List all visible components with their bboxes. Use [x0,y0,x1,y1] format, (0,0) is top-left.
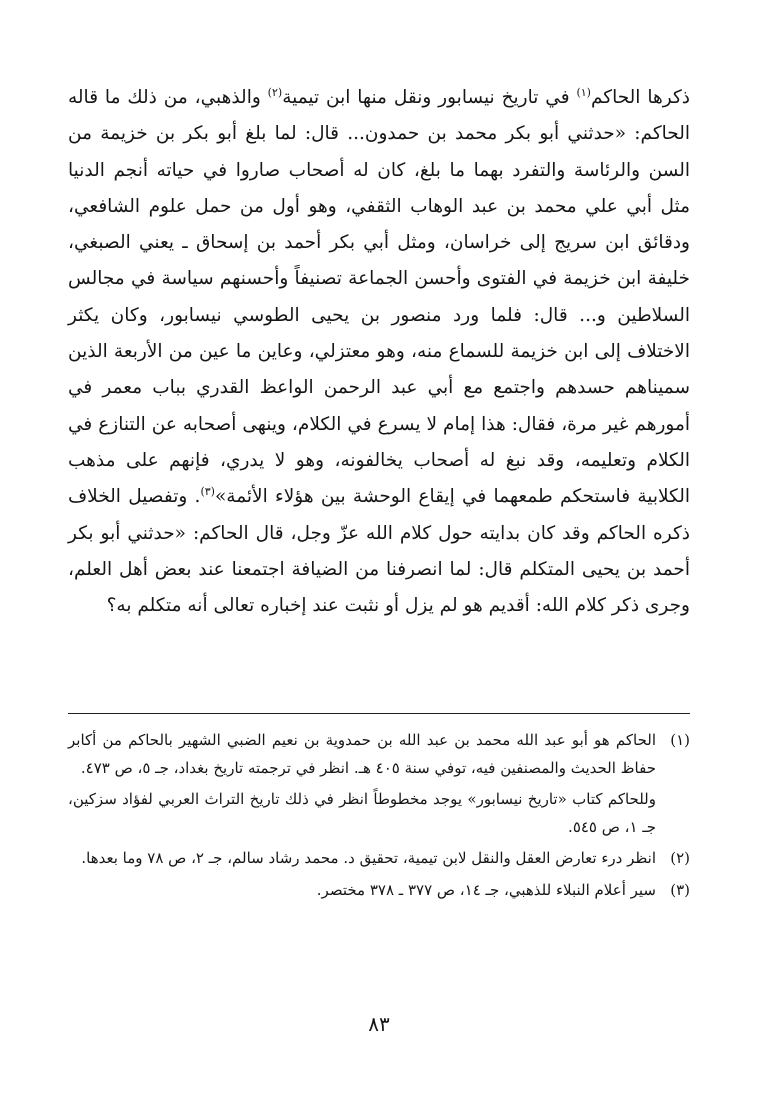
footnote-1 [68,727,690,782]
footnotes-section [68,727,690,908]
footnote-text: وللحاكم كتاب «تاريخ نيسابور» يوجد مخطوطاً انظر في ذلك تاريخ التراث العربي لفؤاد سزكين، جـ ١، ص ٥٤٥. [68,790,656,836]
footnote-number: (١) [670,731,690,749]
footnote-number: (٣) [670,880,690,899]
footnote-text: الحاكم هو أبو عبد الله محمد بن عبد الله بن حمدوية بن نعيم الضبي الشهير بالحاكم من أكابر حفاظ الحديث والمصنفين فيه، توفي سنة ٤٠٥ هـ. انظر في ترجمته تاريخ بغداد، جـ ٥، ص ٤٧٣. [68,731,656,777]
page-number: ٨٣ [368,1012,390,1036]
footnote-1-continuation [68,786,690,841]
body-paragraph [68,80,690,624]
footnote-text: انظر درء تعارض العقل والنقل لابن تيمية، تحقيق د. محمد رشاد سالم، جـ ٢، ص ٧٨ وما بعدها. [81,849,656,867]
body-text-segment: ذكرها الحاكم [590,87,690,108]
footnote-divider [68,713,690,714]
footnote-number: (٢) [670,849,690,867]
footnote-text: سير أعلام النبلاء للذهبي، جـ ١٤، ص ٣٧٧ ـ ٣٧٨ مختصر. [316,880,656,899]
footnote-ref-2[interactable]: (٢) [267,85,283,99]
main-text [68,80,690,624]
body-text-segment: . وتفصيل الخلاف ذكره الحاكم وقد كان بدايته حول كلام الله عزّ وجل، قال الحاكم: «حدثني أبو بكر أحمد بن يحيى المتكلم قال: لما انصرفنا من الضيافة اجتمعنا عند بعض أهل العلم، وجرى ذكر كلام الله: أقديم هو لم يزل أو نثبت عند إخباره تعالى أنه متكلم به؟ [68,486,690,617]
footnote-ref-3[interactable]: (٣) [200,485,215,499]
body-text-segment: في تاريخ نيسابور ونقل منها ابن تيمية [282,87,577,108]
body-text-segment: والذهبي، من ذلك ما قاله الحاكم: «حدثني أبو بكر محمد بن حمدون... قال: لما بلغ أبو بكر بن خزيمة من السن والرئاسة والتفرد بهما ما بلغ، كان له أصحاب صاروا في حياته أنجم الدنيا مثل أبي علي محمد بن عبد الوهاب الثقفي، وهو أول من حمل علوم الشافعي، ودقائق ابن سريج إلى خراسان، ومثل أبي بكر أحمد بن إسحاق ـ يعني الصبغي، خليفة ابن خزيمة في الفتوى وأحسن الجماعة تصنيفاً وأحسنهم سياسة في مجالس السلاطين و... قال: فلما ورد منصور بن يحيى الطوسي نيسابور، وكان يكثر الاختلاف إلى ابن خزيمة للسماع منه، وهو معتزلي، وعاين ما عين من الأربعة الذين سميناهم حسدهم واجتمع مع أبي عبد الرحمن الواعظ القدري بباب معمر في أمورهم غير مرة، فقال: هذا إمام لا يسرع في الكلام، وينهى أصحابه عن التنازع في الكلام وتعليمه، وقد نبغ له أصحاب يخالفونه، وهو لا يدري، فإنهم على مذهب الكلابية فاستحكم طمعهما في إيقاع الوحشة بين هؤلاء الأئمة» [68,87,690,508]
footnote-2 [68,845,690,873]
footnote-ref-1[interactable]: (١) [576,85,591,99]
footnote-3 [68,877,690,905]
